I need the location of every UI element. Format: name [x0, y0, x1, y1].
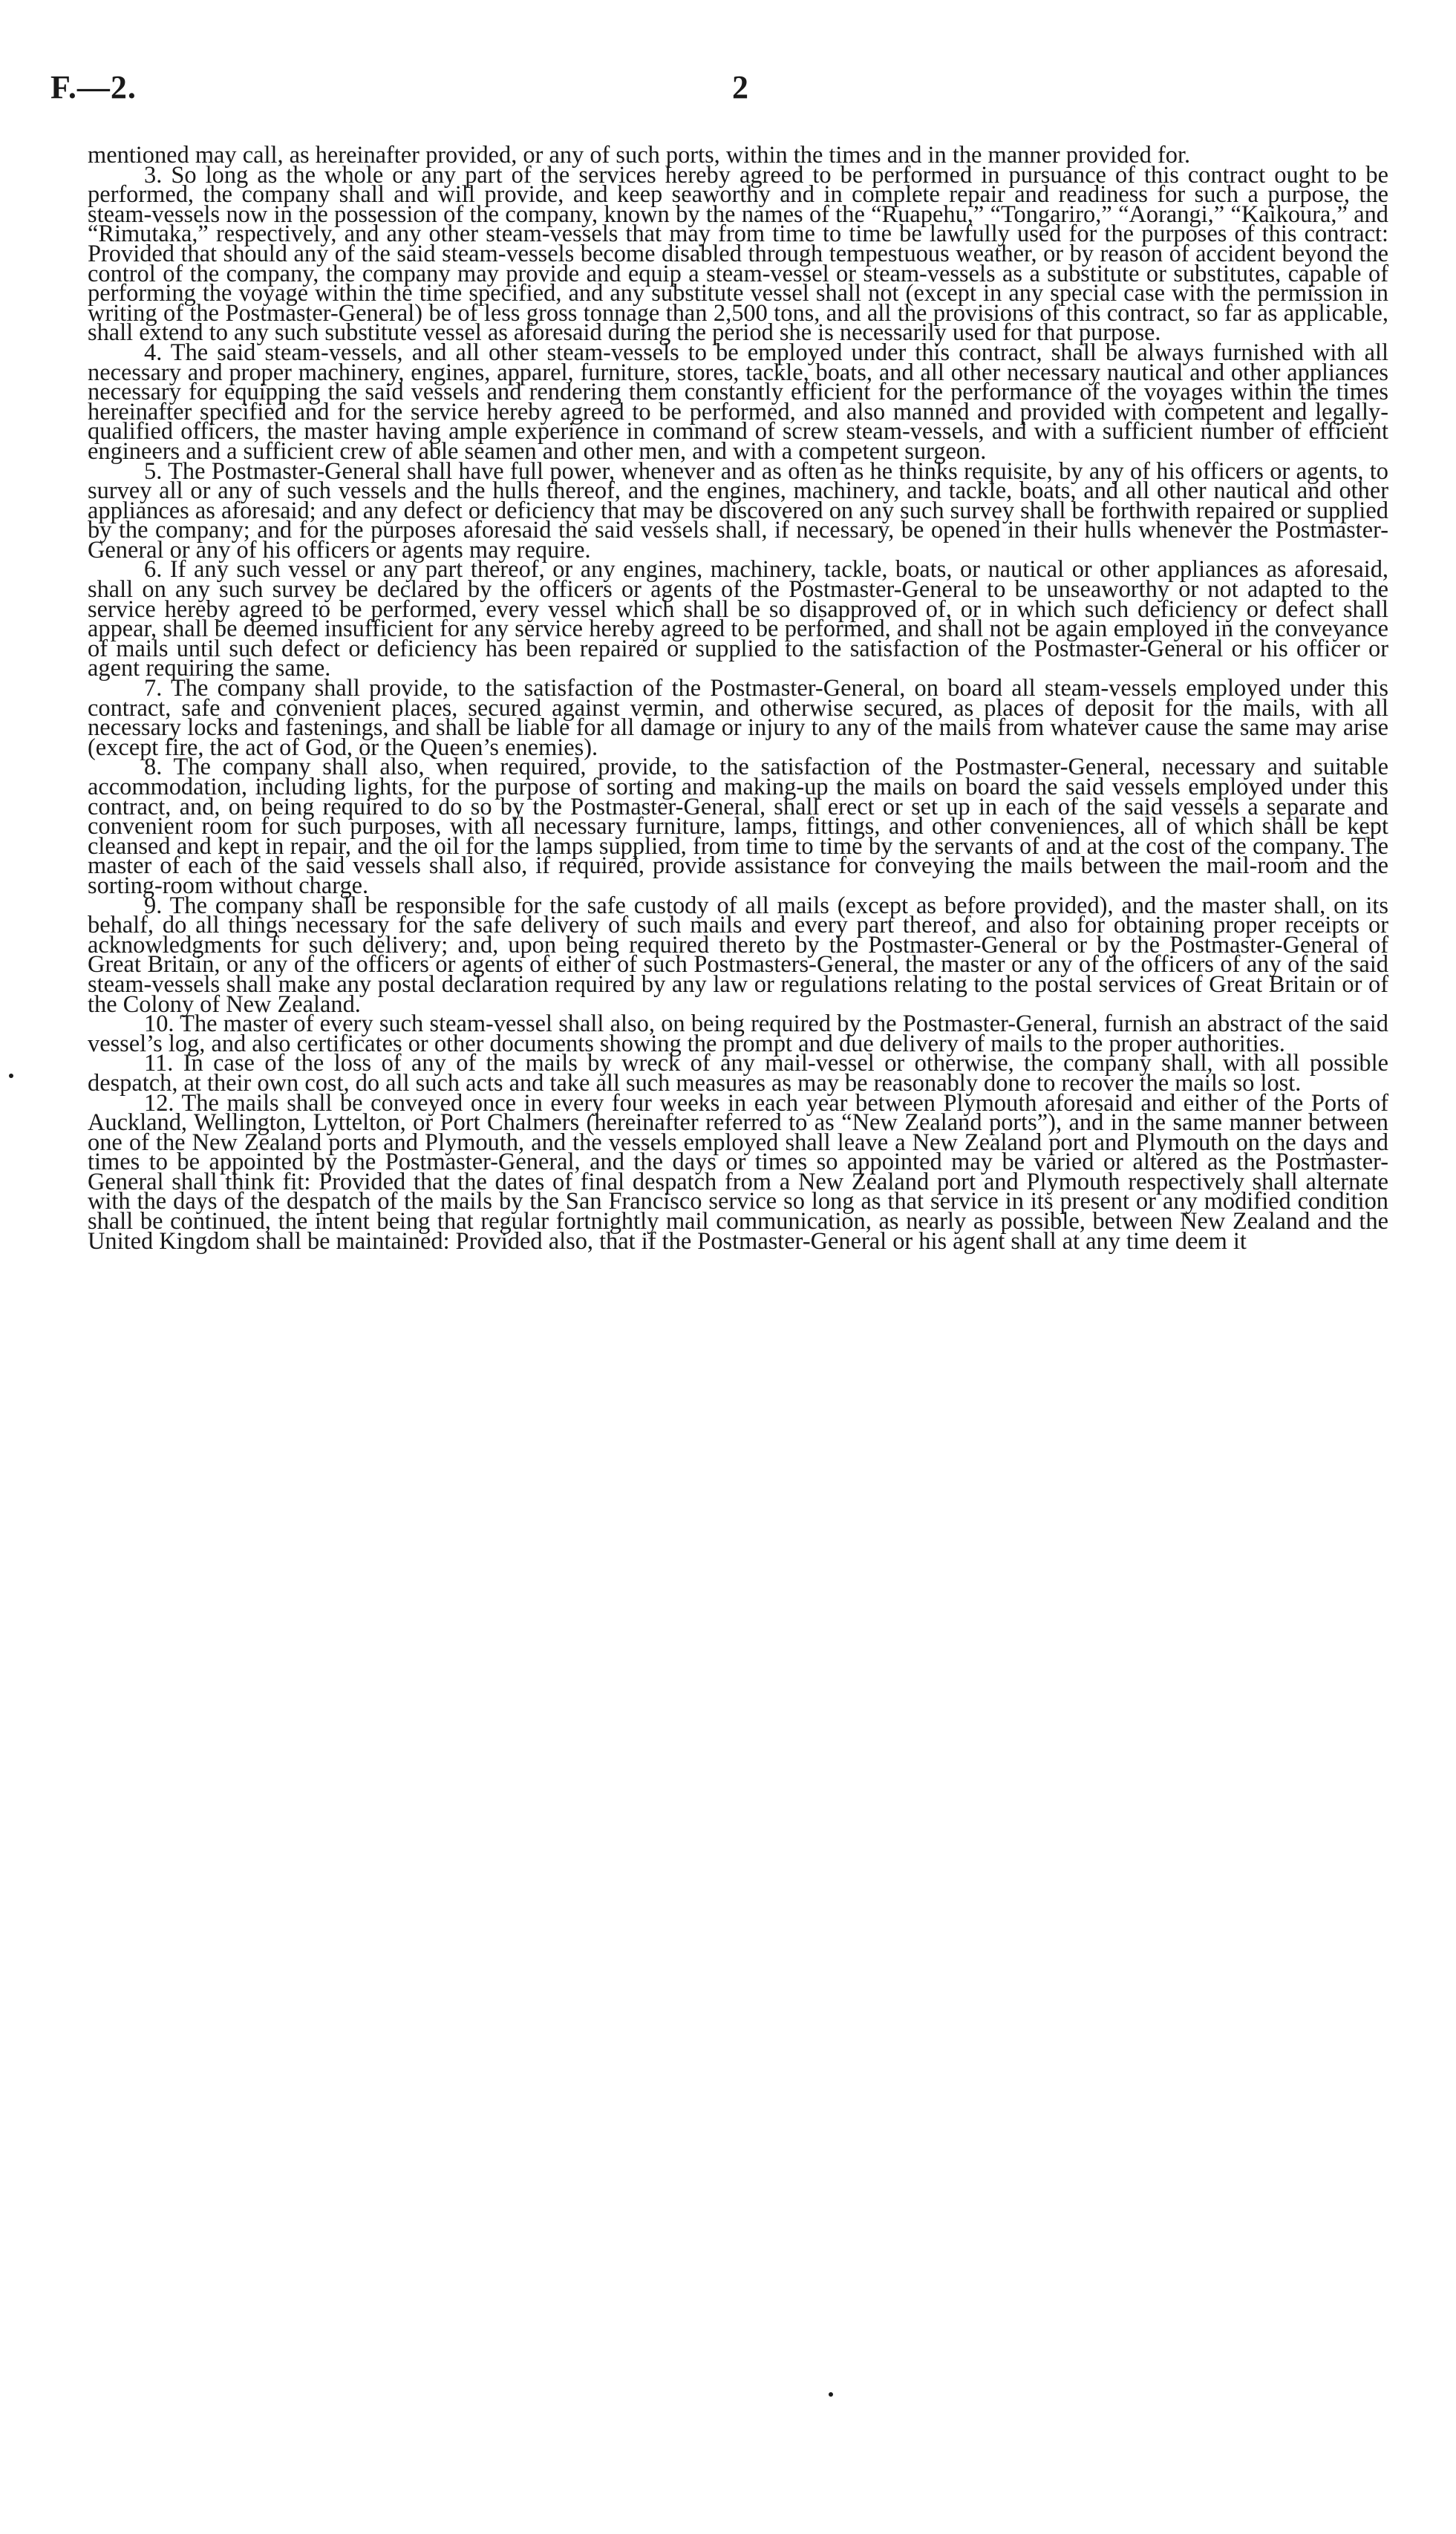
clause-7: 7. The company shall provide, to the satisfaction of the Postmaster-General, on board all steam-vessels employed under this contract, safe and convenient places, secured against vermin, and otherwise secured, as places of deposit for the mails, with all necessary locks and fastenings, and shall be liable for all damage or injury to any of the mails from whatever cause the same may arise (except fire, the act of God, or the Queen’s enemies). [88, 675, 1388, 761]
clause-4: 4. The said steam-vessels, and all other steam-vessels to be employed under this contract, shall be always furnished with all necessary and proper machinery, engines, apparel, furniture, stores, tackle, boats, and all other necessary nautical and other appliances necessary for equipping the said vessels and rendering them constantly efficient for the performance of the voyages within the times hereinafter specified and for the service hereby agreed to be performed, and also manned and provided with competent and legally-qualified officers, the master having ample experience in command of screw steam-vessels, and with a sufficient number of efficient engineers and a sufficient crew of able seamen and other men, and with a competent surgeon. [88, 339, 1388, 465]
page-header [50, 68, 1387, 113]
clause-8: 8. The company shall also, when required, provide, to the satisfaction of the Postmaster-General, necessary and suitable accommodation, including lights, for the purpose of sorting and making-up the mails on board the said vessels employed under this contract, and, on being required to do so by the Postmaster-General, shall erect or set up in each of the said vessels a separate and convenient room for such purposes, with all necessary furniture, lamps, fittings, and other conveniences, all of which shall be kept cleansed and kept in repair, and the oil for the lamps supplied, from time to time by the servants of and at the cost of the company. The master of each of the said vessels shall also, if required, provide assistance for conveying the mails between the mail-room and the sorting-room without charge. [88, 754, 1388, 899]
paragraph-continuation: mentioned may call, as hereinafter provided, or any of such ports, within the times and in the manner provided for. [88, 142, 1191, 169]
clause-10: 10. The master of every such steam-vessel shall also, on being required by the Postmaster-General, furnish an abstract of the said vessel’s log, and also certificates or other documents showing the prompt and due delivery of mails to the proper authorities. [88, 1010, 1388, 1057]
page-number: 2 [732, 69, 748, 105]
clause-5: 5. The Postmaster-General shall have full power, whenever and as often as he thinks requisite, by any of his officers or agents, to survey all or any of such vessels and the hulls thereof, and the engines, machinery, and tackle, boats, and all other nautical and other appliances as aforesaid; and any defect or deficiency that may be discovered on any such survey shall be forthwith repaired or supplied by the company; and for the purposes aforesaid the said vessels shall, if necessary, be opened in their hulls whenever the Postmaster-General or any of his officers or agents may require. [88, 457, 1388, 564]
clause-12: 12. The mails shall be conveyed once in every four weeks in each year between Plymouth aforesaid and either of the Ports of Auckland, Wellington, Lyttelton, or Port Chalmers (hereinafter referred to as “New Zealand ports”), and in the same manner between one of the New Zealand ports and Plymouth, and the vessels employed shall leave a New Zealand port and Plymouth on the days and times to be appointed by the Postmaster-General, and the days or times so appointed may be varied or altered as the Postmaster-General shall think fit: Provided that the dates of final despatch from a New Zealand port and Plymouth respectively shall alternate with the days of the despatch of the mails by the San Francisco service so long as that service in its present or any modified condition shall be continued, the intent being that regular fortnightly mail communication, as nearly as possible, between New Zealand and the United Kingdom shall be maintained: Provided also, that if the Postmaster-General or his agent shall at any time deem it [88, 1089, 1388, 1255]
document-reference: F.—2. [50, 69, 137, 105]
contract-text [88, 142, 1388, 1255]
clause-3: 3. So long as the whole or any part of the services hereby agreed to be performed in pursuance of this contract ought to be performed, the company shall and will provide, and keep seaworthy and in complete repair and readiness for such a purpose, the steam-vessels now in the possession of the company, known by the names of the “Ruapehu,” “Tongariro,” “Aorangi,” “Kaikoura,” and “Rimutaka,” respectively, and any other steam-vessels that may from time to time be lawfully used for the purposes of this contract: Provided that should any of the said steam-vessels become disabled through tempestuous weather, or by reason of accident beyond the control of the company, the company may provide and equip a steam-vessel or steam-vessels as a substitute or substitutes, capable of performing the voyage within the time specified, and any substitute vessel shall not (except in any special case with the permission in writing of the Postmaster-General) be of less gross tonnage than 2,500 tons, and all the provisions of this contract, so far as applicable, shall extend to any such substitute vessel as aforesaid during the period she is necessarily used for that purpose. [88, 161, 1388, 347]
clause-6: 6. If any such vessel or any part thereof, or any engines, machinery, tackle, boats, or nautical or other appliances as aforesaid, shall on any such survey be declared by the officers or agents of the Postmaster-General to be unseaworthy or not adapted to the service hereby agreed to be performed, every vessel which shall be so disapproved of, or in which such deficiency or defect shall appear, shall be deemed insufficient for any service hereby agreed to be performed, and shall not be again employed in the conveyance of mails until such defect or deficiency has been repaired or supplied to the satisfaction of the Postmaster-General or his officer or agent requiring the same. [88, 556, 1388, 682]
margin-speck [9, 1074, 13, 1078]
clause-9: 9. The company shall be responsible for the safe custody of all mails (except as before provided), and the master shall, on its behalf, do all things necessary for the safe delivery of such mails and every part thereof, and also for obtaining proper receipts or acknowledgments for such delivery; and, upon being required thereto by the Postmaster-General or by the Postmaster-General of Great Britain, or any of the officers or agents of either of such Postmasters-General, the master or any of the officers of any of the said steam-vessels shall make any postal declaration required by any law or regulations relating to the postal services of Great Britain or of the Colony of New Zealand. [88, 892, 1388, 1018]
clause-11: 11. In case of the loss of any of the mails by wreck of any mail-vessel or otherwise, the company shall, with all possible despatch, at their own cost, do all such acts and take all such measures as may be reasonably done to recover the mails so lost. [88, 1050, 1388, 1097]
footer-speck [829, 2392, 833, 2397]
